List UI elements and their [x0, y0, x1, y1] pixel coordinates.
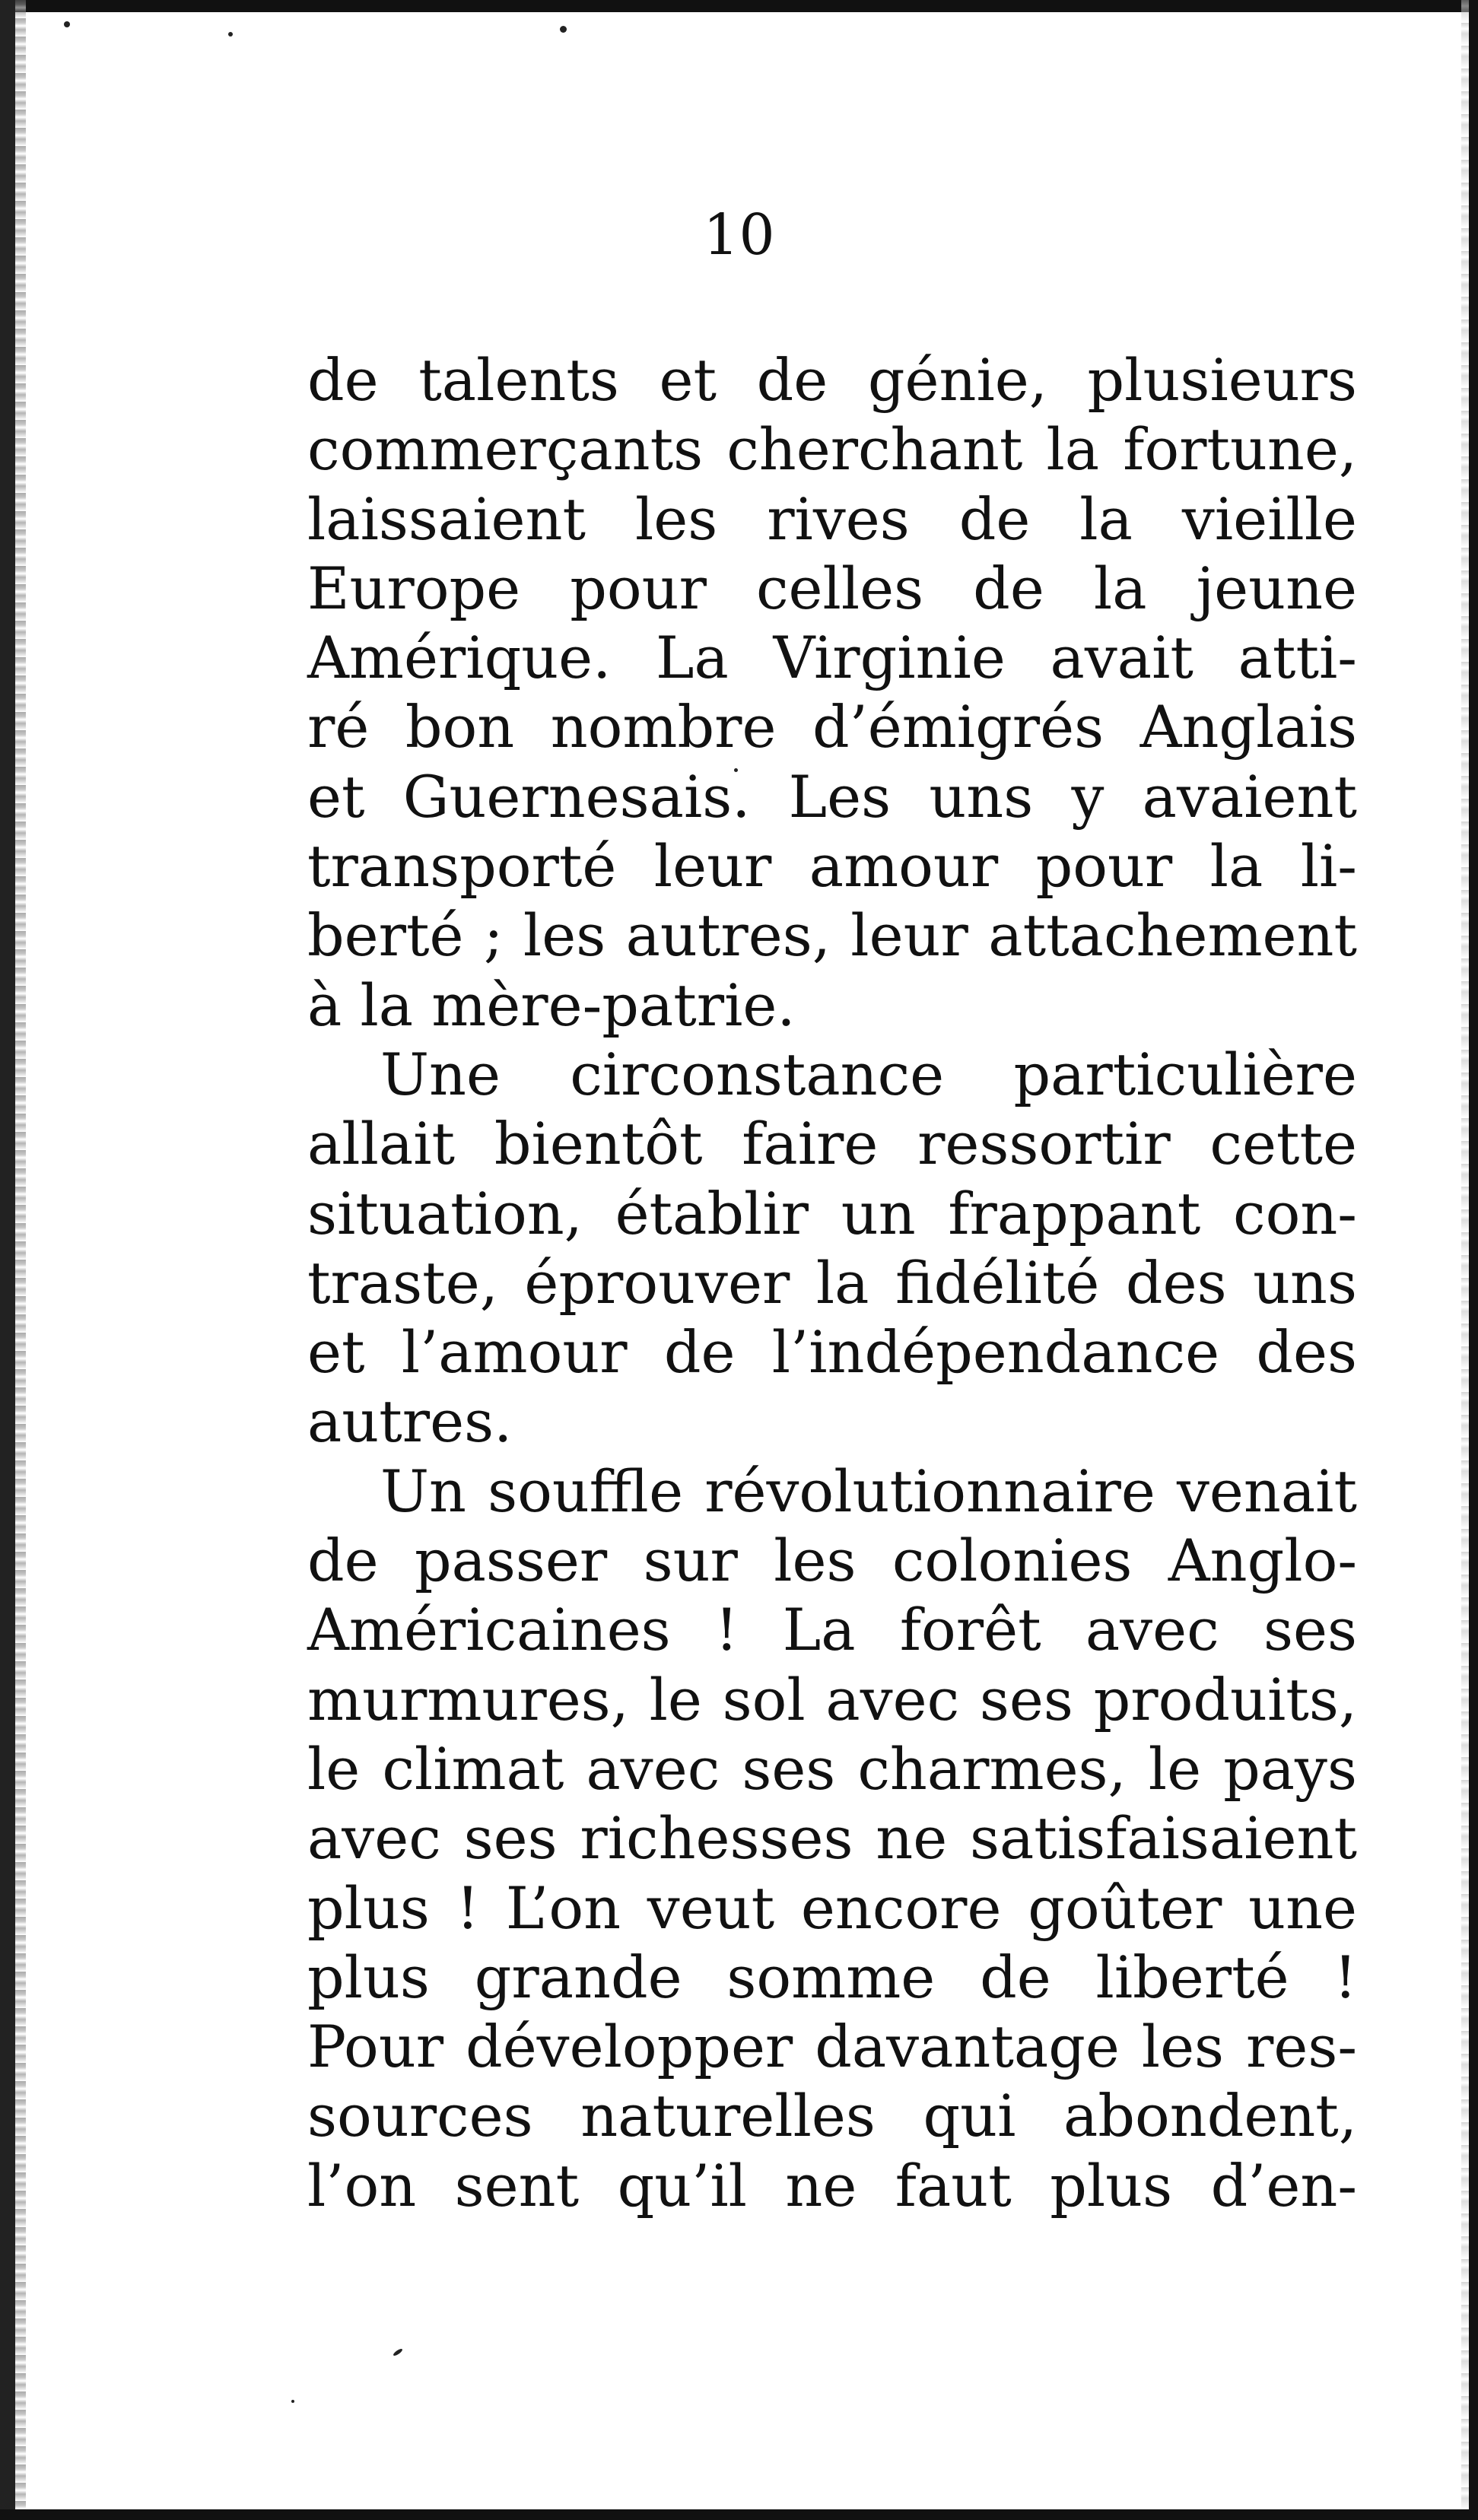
- body-text: [307, 345, 1357, 2220]
- text-line: de passer sur les colonies Anglo-: [307, 1527, 1357, 1595]
- text-line: allait bientôt faire ressortir cette: [307, 1110, 1357, 1178]
- ink-speck: [228, 32, 233, 37]
- text-line: Europe pour celles de la jeune: [307, 554, 1357, 622]
- text-line: ré bon nombre d’émigrés Anglais: [307, 693, 1357, 761]
- text-line: sources naturelles qui abondent,: [307, 2082, 1357, 2150]
- text-line: et l’amour de l’indépendance des: [307, 1318, 1357, 1387]
- ink-speck: [393, 2347, 403, 2356]
- text-line: transporté leur amour pour la li-: [307, 832, 1357, 901]
- scan-border-top: [0, 0, 1478, 12]
- scan-border-right: [1469, 0, 1478, 2520]
- text-line: à la mère-patrie.: [307, 971, 796, 1039]
- text-line: commerçants cherchant la fortune,: [307, 415, 1357, 484]
- text-line: de talents et de génie, plusieurs: [307, 346, 1357, 414]
- scan-border-bottom: [0, 2509, 1478, 2520]
- page-number: 10: [703, 202, 775, 268]
- ink-speck: [291, 2400, 294, 2403]
- text-line: situation, établir un frappant con-: [307, 1179, 1357, 1247]
- text-line: laissaient les rives de la vieille: [307, 485, 1357, 553]
- scan-border-left: [0, 0, 15, 2520]
- text-line: le climat avec ses charmes, le pays: [307, 1734, 1357, 1803]
- scan-edge-shadow-left: [15, 0, 26, 2520]
- text-line: plus grande somme de liberté !: [307, 1943, 1357, 2011]
- text-line: l’on sent qu’il ne faut plus d’en-: [307, 2151, 1357, 2220]
- text-line: Américaines ! La forêt avec ses: [307, 1596, 1357, 1664]
- ink-speck: [560, 26, 567, 33]
- ink-speck: [64, 21, 70, 27]
- text-line: plus ! L’on veut encore goûter une: [307, 1873, 1357, 1942]
- text-line: traste, éprouver la fidélité des uns: [307, 1248, 1357, 1317]
- text-line: Pour développer davantage les res-: [307, 2013, 1357, 2081]
- scan-edge-shadow-right: [1461, 0, 1469, 2520]
- text-line: Une circonstance particulière: [380, 1040, 1357, 1108]
- text-line: et Guernesais. Les uns y avaient: [307, 762, 1357, 831]
- text-line: avec ses richesses ne satisfaisaient: [307, 1804, 1357, 1873]
- text-line: autres.: [307, 1387, 513, 1456]
- text-line: Un souffle révolutionnaire venait: [380, 1457, 1357, 1525]
- text-line: berté ; les autres, leur attachement: [307, 901, 1357, 970]
- text-line: Amérique. La Virginie avait atti-: [307, 624, 1357, 692]
- text-line: murmures, le sol avec ses produits,: [307, 1665, 1357, 1733]
